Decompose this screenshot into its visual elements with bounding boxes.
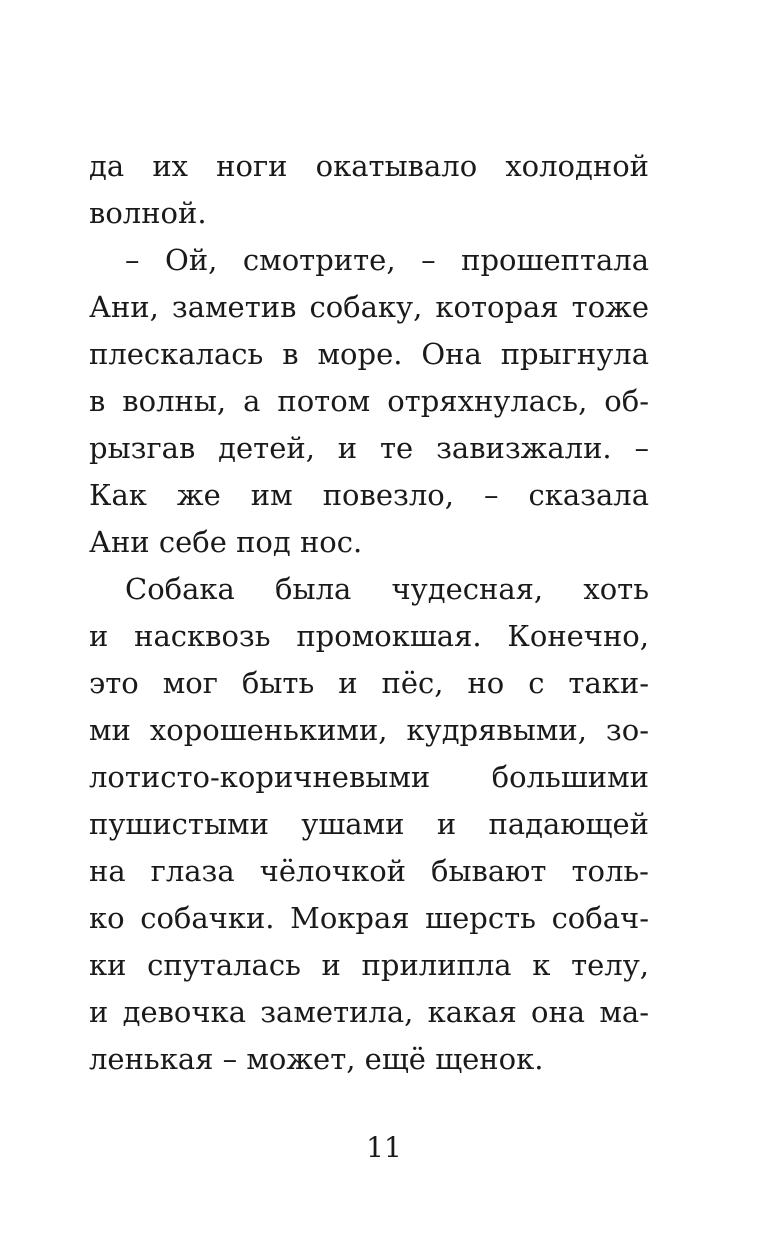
text-line: лотисто-коричневыми большими [89, 760, 649, 794]
text-line: ко собачки. Мокрая шерсть собач- [89, 901, 649, 935]
text-line: Ани себе под нос. [89, 525, 363, 559]
text-line: ми хорошенькими, кудрявыми, зо- [89, 713, 649, 747]
page-number: 11 [366, 1131, 402, 1164]
text-line: Ани, заметив собаку, которая тоже [89, 290, 649, 324]
text-line: и девочка заметила, какая она ма- [89, 995, 649, 1029]
text-line: ки спуталась и прилипла к телу, [89, 948, 649, 982]
text-line: это мог быть и пёс, но с таки- [89, 666, 649, 700]
text-line: и насквозь промокшая. Конечно, [89, 619, 649, 653]
text-line: пушистыми ушами и падающей [89, 807, 649, 841]
text-line: ленькая – может, ещё щенок. [89, 1042, 544, 1076]
text-line: рызгав детей, и те завизжали. – [89, 431, 649, 465]
text-line: – Ой, смотрите, – прошептала [125, 243, 649, 277]
text-line: Собака была чудесная, хоть [125, 572, 649, 606]
text-line: на глаза чёлочкой бывают толь- [89, 854, 649, 888]
text-line: Как же им повезло, – сказала [89, 478, 649, 512]
page-text [89, 143, 649, 1083]
text-line: да их ноги окатывало холодной [89, 149, 649, 183]
text-line: плескалась в море. Она прыгнула [89, 337, 649, 371]
text-line: волной. [89, 196, 207, 230]
text-line: в волны, а потом отряхнулась, об- [89, 384, 649, 418]
